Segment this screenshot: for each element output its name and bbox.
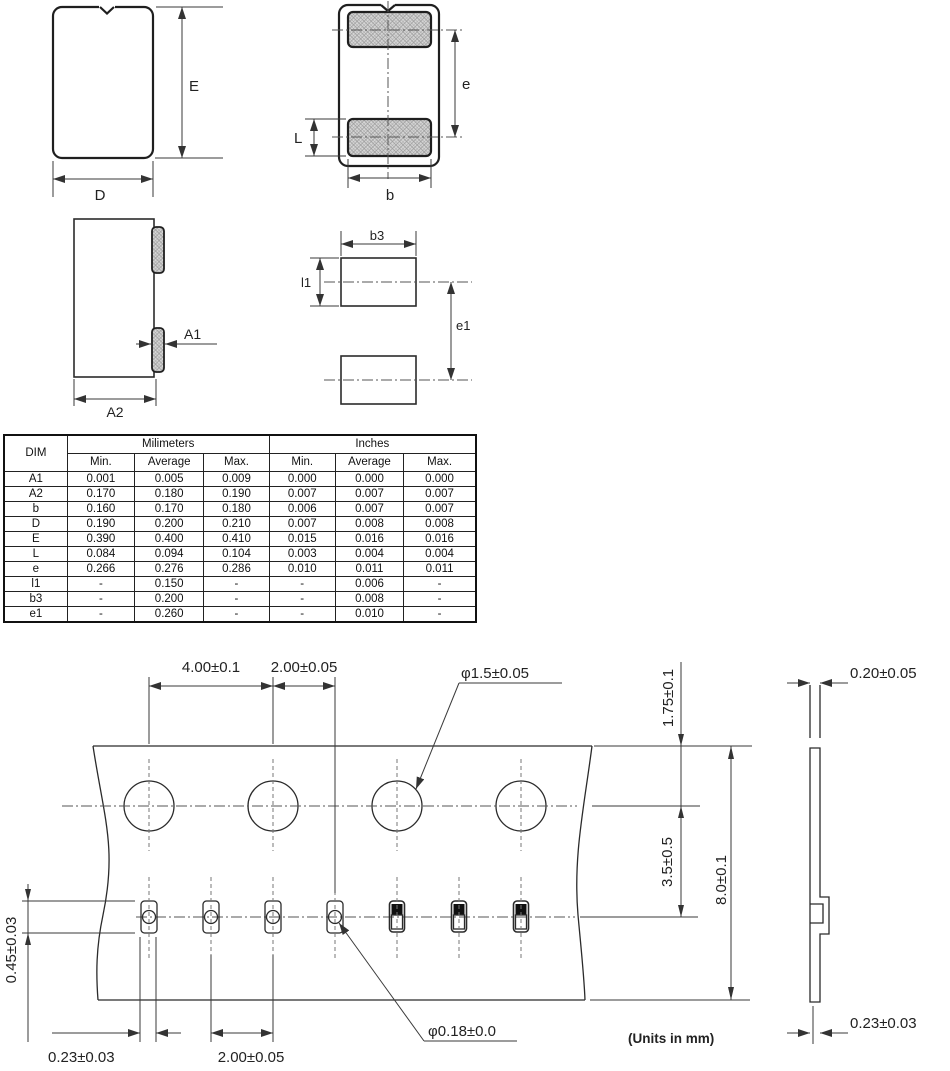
- dim-name-cell: b: [4, 502, 67, 517]
- table-group-inches: Inches: [269, 435, 476, 454]
- dim-value-cell: 0.084: [67, 547, 134, 562]
- dim-name-cell: E: [4, 532, 67, 547]
- dim-value-cell: 0.007: [335, 502, 403, 517]
- dim-name-cell: D: [4, 517, 67, 532]
- dim-value-cell: -: [204, 577, 269, 592]
- land-pattern: [301, 228, 472, 404]
- dim-value-cell: 0.003: [269, 547, 335, 562]
- table-row: [4, 577, 476, 592]
- dim-label-E: E: [189, 78, 200, 95]
- dim-value-cell: 0.410: [204, 532, 269, 547]
- dim-sprocket-hole-dia: φ1.5±0.05: [461, 665, 530, 682]
- dim-label-D: D: [94, 187, 106, 204]
- dim-value-cell: 0.190: [204, 487, 269, 502]
- dim-value-cell: 0.005: [135, 472, 204, 487]
- dim-top-tape-thickness: 0.20±0.05: [850, 665, 917, 682]
- table-row: [4, 547, 476, 562]
- dim-value-cell: 0.016: [335, 532, 403, 547]
- table-row: [4, 562, 476, 577]
- dim-value-cell: 0.094: [135, 547, 204, 562]
- side-pad-top: [152, 227, 164, 273]
- dim-tape-width: 8.0±0.1: [713, 855, 730, 905]
- units-note: (Units in mm): [628, 1031, 715, 1046]
- dim-value-cell: -: [67, 607, 134, 623]
- dim-value-cell: 0.180: [135, 487, 204, 502]
- dim-label-l1: l1: [301, 275, 312, 290]
- package-pad-view: [294, 1, 470, 204]
- dim-value-cell: -: [204, 607, 269, 623]
- dim-value-cell: 0.008: [335, 517, 403, 532]
- dim-value-cell: -: [404, 577, 476, 592]
- carrier-tape-drawing: [3, 659, 752, 1066]
- dim-pocket-length: 0.45±0.03: [3, 916, 20, 984]
- dim-value-cell: 0.000: [269, 472, 335, 487]
- dim-value-cell: -: [204, 592, 269, 607]
- table-row: [4, 532, 476, 547]
- dim-value-cell: 0.006: [269, 502, 335, 517]
- dimension-table: [3, 434, 477, 623]
- dim-value-cell: 0.190: [67, 517, 134, 532]
- table-subheader: Average: [335, 454, 403, 472]
- dim-value-cell: 0.010: [269, 562, 335, 577]
- dim-pocket-width: 0.23±0.03: [48, 1049, 115, 1066]
- side-pad-bottom: [152, 328, 164, 372]
- dim-value-cell: -: [269, 607, 335, 623]
- dim-value-cell: 0.210: [204, 517, 269, 532]
- dim-value-cell: 0.007: [404, 487, 476, 502]
- dim-value-cell: 0.170: [135, 502, 204, 517]
- dim-value-cell: -: [269, 577, 335, 592]
- dim-sprocket-pitch: 4.00±0.1: [181, 659, 241, 676]
- dim-table-body: [4, 472, 476, 623]
- dim-label-A2: A2: [106, 404, 124, 420]
- dim-value-cell: 0.200: [135, 592, 204, 607]
- dim-pocket-pitch: 2.00±0.05: [217, 1049, 285, 1066]
- tape-cross-section: [787, 665, 917, 1044]
- dim-value-cell: 0.160: [67, 502, 134, 517]
- package-top-view: [53, 4, 223, 205]
- dim-label-b3: b3: [369, 228, 385, 243]
- dim-name-cell: l1: [4, 577, 67, 592]
- dim-value-cell: -: [269, 592, 335, 607]
- table-corner-header: DIM: [4, 435, 67, 472]
- dim-name-cell: e1: [4, 607, 67, 623]
- dim-value-cell: 0.011: [404, 562, 476, 577]
- dim-value-cell: 0.400: [135, 532, 204, 547]
- dim-value-cell: 0.007: [269, 487, 335, 502]
- dim-value-cell: 0.170: [67, 487, 134, 502]
- dim-value-cell: 0.276: [135, 562, 204, 577]
- dim-value-cell: -: [67, 577, 134, 592]
- dim-label-e1: e1: [456, 318, 471, 333]
- dim-value-cell: 0.000: [404, 472, 476, 487]
- dim-name-cell: A1: [4, 472, 67, 487]
- package-side-view: [74, 219, 217, 420]
- table-row: [4, 607, 476, 623]
- dim-value-cell: 0.015: [269, 532, 335, 547]
- dim-value-cell: 0.001: [67, 472, 134, 487]
- table-row: [4, 592, 476, 607]
- dim-value-cell: 0.150: [135, 577, 204, 592]
- table-group-millimeters: Milimeters: [67, 435, 269, 454]
- dim-value-cell: 0.010: [335, 607, 403, 623]
- table-subheader: Min.: [269, 454, 335, 472]
- dim-pocket-hole-dia: φ0.18±0.0: [428, 1023, 497, 1040]
- dim-value-cell: -: [404, 592, 476, 607]
- table-subheader: Max.: [404, 454, 476, 472]
- dim-name-cell: L: [4, 547, 67, 562]
- dim-value-cell: 0.200: [135, 517, 204, 532]
- pocket-section: [810, 904, 823, 923]
- dim-value-cell: 0.011: [335, 562, 403, 577]
- carrier-tape-section: [810, 748, 829, 1002]
- dim-name-cell: A2: [4, 487, 67, 502]
- dim-value-cell: 0.006: [335, 577, 403, 592]
- dim-label-e: e: [462, 76, 471, 93]
- dim-value-cell: 0.286: [204, 562, 269, 577]
- dim-value-cell: 0.007: [269, 517, 335, 532]
- dim-label-A1: A1: [184, 326, 202, 342]
- dim-name-cell: e: [4, 562, 67, 577]
- dim-value-cell: 0.004: [335, 547, 403, 562]
- table-row: [4, 502, 476, 517]
- table-row: [4, 487, 476, 502]
- table-subheader: Average: [135, 454, 204, 472]
- dim-edge-to-sprocket: 1.75±0.1: [660, 668, 677, 728]
- dim-value-cell: 0.390: [67, 532, 134, 547]
- dim-value-cell: 0.266: [67, 562, 134, 577]
- dim-label-b: b: [385, 187, 395, 204]
- dim-value-cell: 0.009: [204, 472, 269, 487]
- dim-value-cell: -: [67, 592, 134, 607]
- dim-value-cell: 0.000: [335, 472, 403, 487]
- dim-label-L: L: [294, 130, 303, 147]
- dim-value-cell: 0.008: [404, 517, 476, 532]
- dim-value-cell: -: [404, 607, 476, 623]
- dim-value-cell: 0.007: [335, 487, 403, 502]
- dim-sprocket-to-pocket: 3.5±0.5: [659, 837, 676, 887]
- dim-value-cell: 0.260: [135, 607, 204, 623]
- table-row: [4, 472, 476, 487]
- tape-break-left: [93, 746, 109, 1000]
- dim-value-cell: 0.016: [404, 532, 476, 547]
- table-subheader: Min.: [67, 454, 134, 472]
- dim-value-cell: 0.007: [404, 502, 476, 517]
- dim-name-cell: b3: [4, 592, 67, 607]
- table-subheader: Max.: [204, 454, 269, 472]
- dim-value-cell: 0.008: [335, 592, 403, 607]
- dim-value-cell: 0.180: [204, 502, 269, 517]
- dim-value-cell: 0.004: [404, 547, 476, 562]
- dim-value-cell: 0.104: [204, 547, 269, 562]
- table-row: [4, 517, 476, 532]
- dim-carrier-tape-thickness: 0.23±0.03: [850, 1015, 917, 1032]
- tape-break-right: [577, 746, 592, 1000]
- dim-sprocket-offset: 2.00±0.05: [270, 659, 338, 676]
